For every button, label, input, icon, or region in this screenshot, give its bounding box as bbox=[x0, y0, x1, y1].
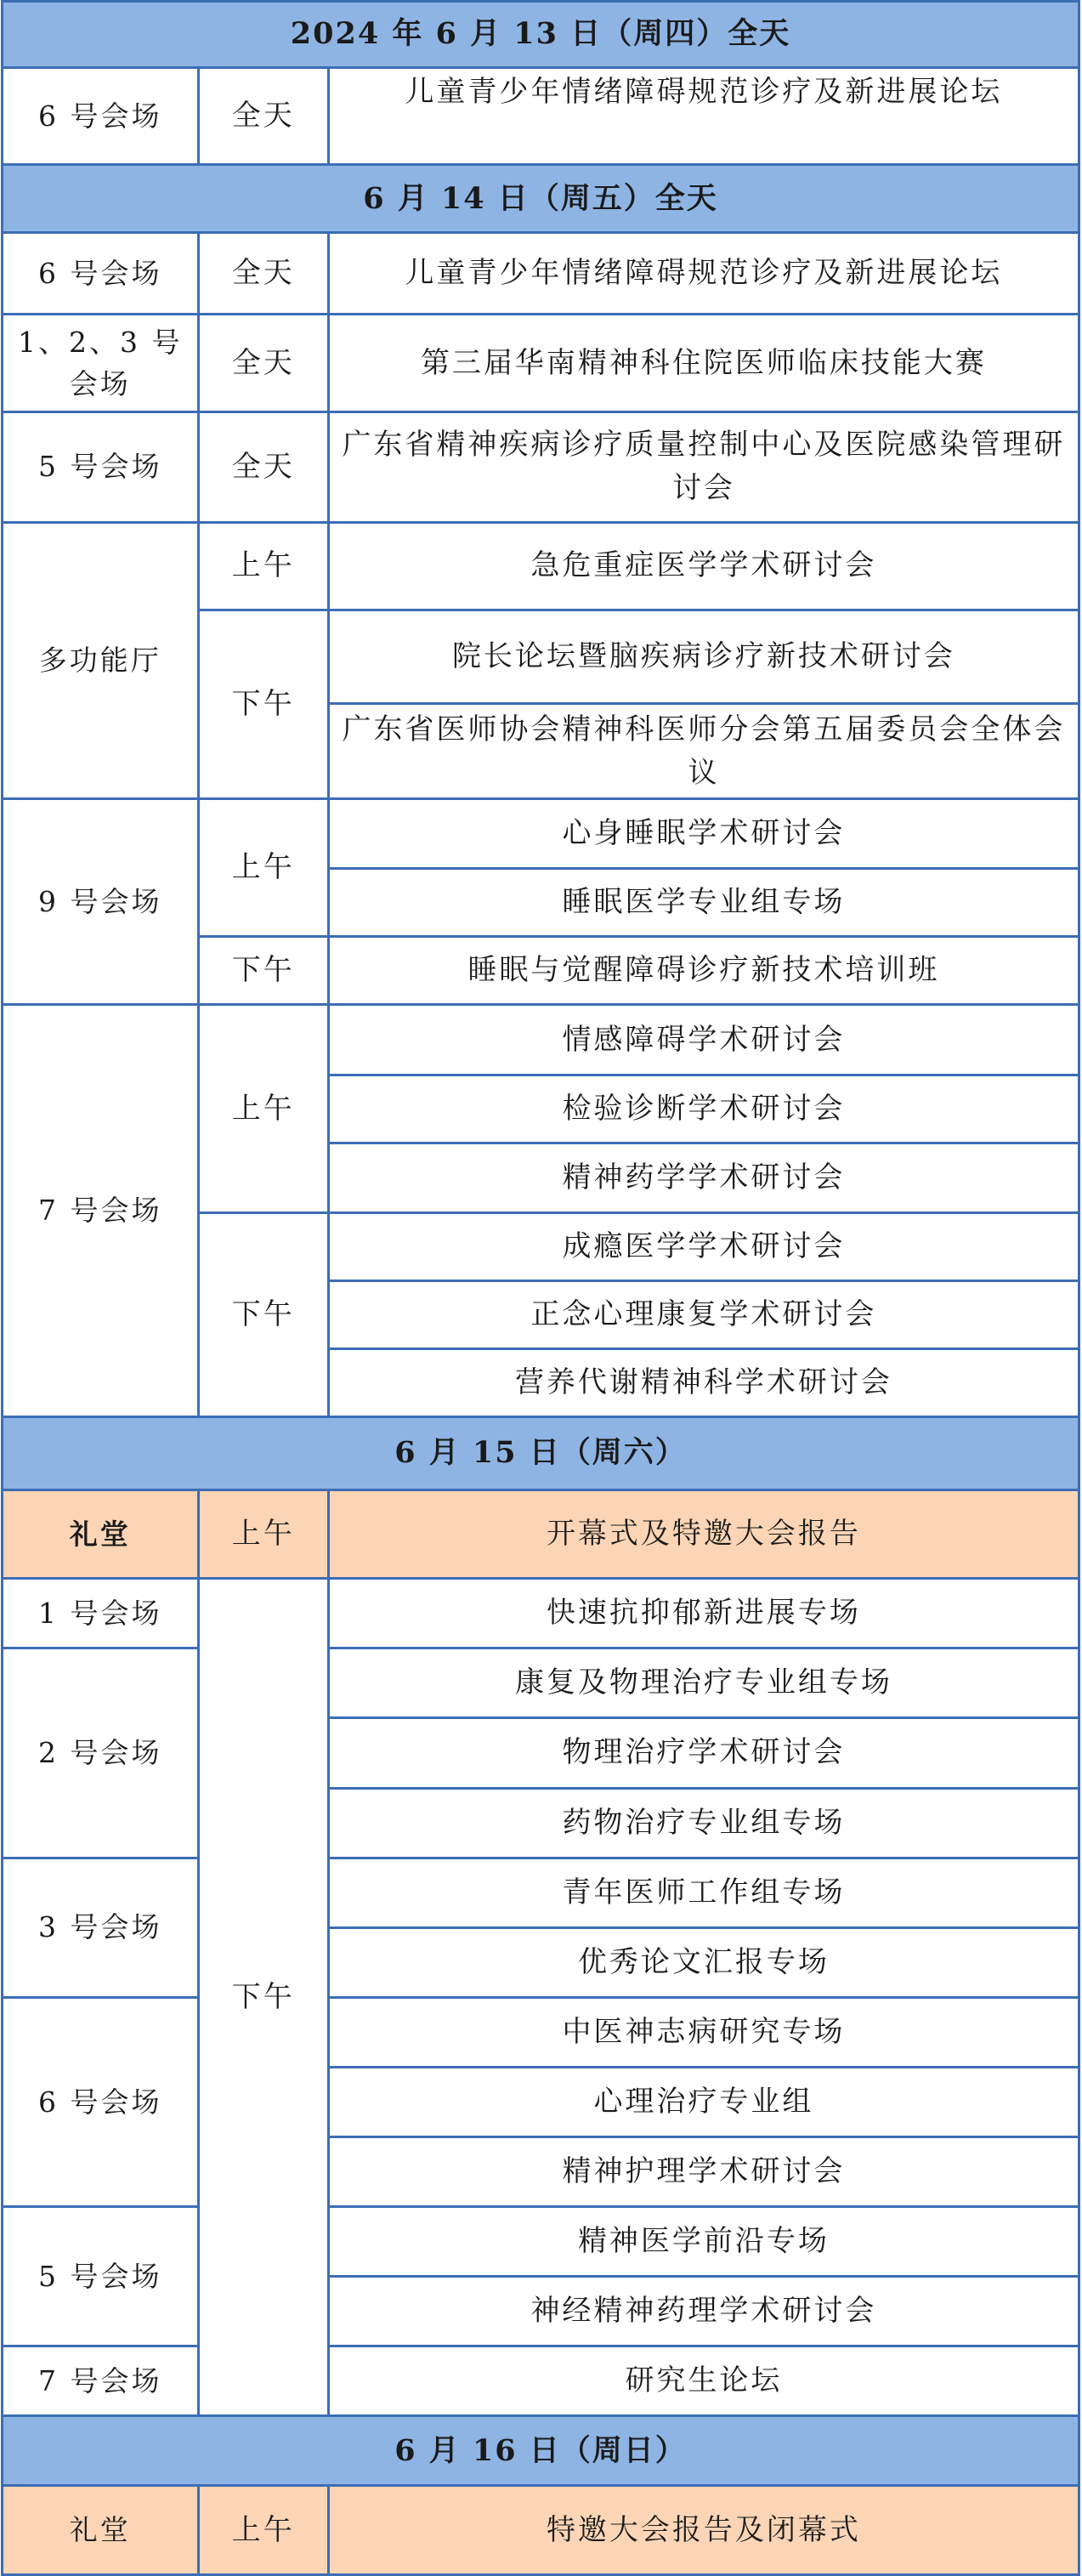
session-cell: 精神护理学术研讨会 bbox=[328, 2137, 1079, 2207]
venue-cell: 2 号会场 bbox=[3, 1648, 199, 1858]
table-row bbox=[3, 1490, 1079, 1579]
period-cell: 全天 bbox=[198, 233, 328, 315]
session-cell: 开幕式及特邀大会报告 bbox=[328, 1490, 1079, 1579]
session-cell: 研究生论坛 bbox=[328, 2346, 1079, 2416]
conference-schedule-table bbox=[1, 0, 1080, 2576]
session-cell: 睡眠医学专业组专场 bbox=[328, 869, 1079, 937]
session-cell: 儿童青少年情绪障碍规范诊疗及新进展论坛 bbox=[328, 233, 1079, 315]
period-cell: 全天 bbox=[198, 315, 328, 411]
session-cell: 正念心理康复学术研讨会 bbox=[328, 1280, 1079, 1348]
session-cell: 物理治疗学术研讨会 bbox=[328, 1718, 1079, 1788]
venue-cell: 礼堂 bbox=[3, 1490, 199, 1579]
venue-cell: 1 号会场 bbox=[3, 1579, 199, 1648]
date-row bbox=[3, 1417, 1079, 1490]
venue-cell: 多功能厅 bbox=[3, 522, 199, 798]
session-cell: 儿童青少年情绪障碍规范诊疗及新进展论坛 bbox=[328, 68, 1079, 165]
session-cell: 精神药学学术研讨会 bbox=[328, 1143, 1079, 1212]
session-cell: 急危重症医学学术研讨会 bbox=[328, 522, 1079, 610]
period-cell: 下午 bbox=[198, 1579, 328, 2416]
venue-cell: 6 号会场 bbox=[3, 1997, 199, 2206]
session-cell: 院长论坛暨脑疾病诊疗新技术研讨会 bbox=[328, 610, 1079, 703]
venue-cell: 7 号会场 bbox=[3, 1005, 199, 1417]
table-row bbox=[3, 411, 1079, 522]
table-row bbox=[3, 1005, 1079, 1075]
table-row bbox=[3, 1579, 1079, 1648]
session-cell: 特邀大会报告及闭幕式 bbox=[328, 2486, 1079, 2575]
session-cell: 广东省精神疾病诊疗质量控制中心及医院感染管理研讨会 bbox=[328, 411, 1079, 522]
session-cell: 青年医师工作组专场 bbox=[328, 1858, 1079, 1927]
session-cell: 康复及物理治疗专业组专场 bbox=[328, 1648, 1079, 1718]
table-row bbox=[3, 315, 1079, 411]
session-cell: 营养代谢精神科学术研讨会 bbox=[328, 1348, 1079, 1416]
period-cell: 下午 bbox=[198, 610, 328, 798]
period-cell: 下午 bbox=[198, 1212, 328, 1416]
date-header: 6 月 15 日（周六） bbox=[3, 1417, 1079, 1490]
period-cell: 上午 bbox=[198, 799, 328, 937]
period-cell: 上午 bbox=[198, 1005, 328, 1212]
period-cell: 上午 bbox=[198, 1490, 328, 1579]
venue-cell: 1、2、3 号会场 bbox=[3, 315, 199, 411]
table-row bbox=[3, 522, 1079, 610]
session-cell: 优秀论文汇报专场 bbox=[328, 1927, 1079, 1997]
venue-cell: 9 号会场 bbox=[3, 799, 199, 1005]
date-row bbox=[3, 165, 1079, 233]
session-cell: 心身睡眠学术研讨会 bbox=[328, 799, 1079, 869]
venue-cell: 6 号会场 bbox=[3, 68, 199, 165]
table-row bbox=[3, 68, 1079, 165]
table-row bbox=[3, 233, 1079, 315]
session-cell: 成瘾医学学术研讨会 bbox=[328, 1212, 1079, 1280]
venue-cell: 6 号会场 bbox=[3, 233, 199, 315]
date-row bbox=[3, 2, 1079, 68]
table-row bbox=[3, 2207, 1079, 2277]
session-cell: 广东省医师协会精神科医师分会第五届委员会全体会议 bbox=[328, 704, 1079, 799]
period-cell: 下午 bbox=[198, 937, 328, 1005]
table-row bbox=[3, 2486, 1079, 2575]
venue-cell: 5 号会场 bbox=[3, 2207, 199, 2346]
date-header: 6 月 16 日（周日） bbox=[3, 2416, 1079, 2486]
table-row bbox=[3, 2346, 1079, 2416]
table-row bbox=[3, 1648, 1079, 1718]
session-cell: 快速抗抑郁新进展专场 bbox=[328, 1579, 1079, 1648]
date-header: 6 月 14 日（周五）全天 bbox=[3, 165, 1079, 233]
table-row bbox=[3, 799, 1079, 869]
table-row bbox=[3, 1858, 1079, 1927]
table-row bbox=[3, 1997, 1079, 2067]
session-cell: 睡眠与觉醒障碍诊疗新技术培训班 bbox=[328, 937, 1079, 1005]
session-cell: 神经精神药理学术研讨会 bbox=[328, 2277, 1079, 2346]
period-cell: 全天 bbox=[198, 68, 328, 165]
period-cell: 上午 bbox=[198, 2486, 328, 2575]
period-cell: 上午 bbox=[198, 522, 328, 610]
session-cell: 精神医学前沿专场 bbox=[328, 2207, 1079, 2277]
session-cell: 第三届华南精神科住院医师临床技能大赛 bbox=[328, 315, 1079, 411]
session-cell: 检验诊断学术研讨会 bbox=[328, 1075, 1079, 1143]
period-cell: 全天 bbox=[198, 411, 328, 522]
session-cell: 药物治疗专业组专场 bbox=[328, 1788, 1079, 1858]
session-cell: 中医神志病研究专场 bbox=[328, 1997, 1079, 2067]
session-cell: 情感障碍学术研讨会 bbox=[328, 1005, 1079, 1075]
venue-cell: 5 号会场 bbox=[3, 411, 199, 522]
date-row bbox=[3, 2416, 1079, 2486]
venue-cell: 7 号会场 bbox=[3, 2346, 199, 2416]
venue-cell: 礼堂 bbox=[3, 2486, 199, 2575]
venue-cell: 3 号会场 bbox=[3, 1858, 199, 1997]
date-header: 2024 年 6 月 13 日（周四）全天 bbox=[3, 2, 1079, 68]
session-cell: 心理治疗专业组 bbox=[328, 2067, 1079, 2136]
